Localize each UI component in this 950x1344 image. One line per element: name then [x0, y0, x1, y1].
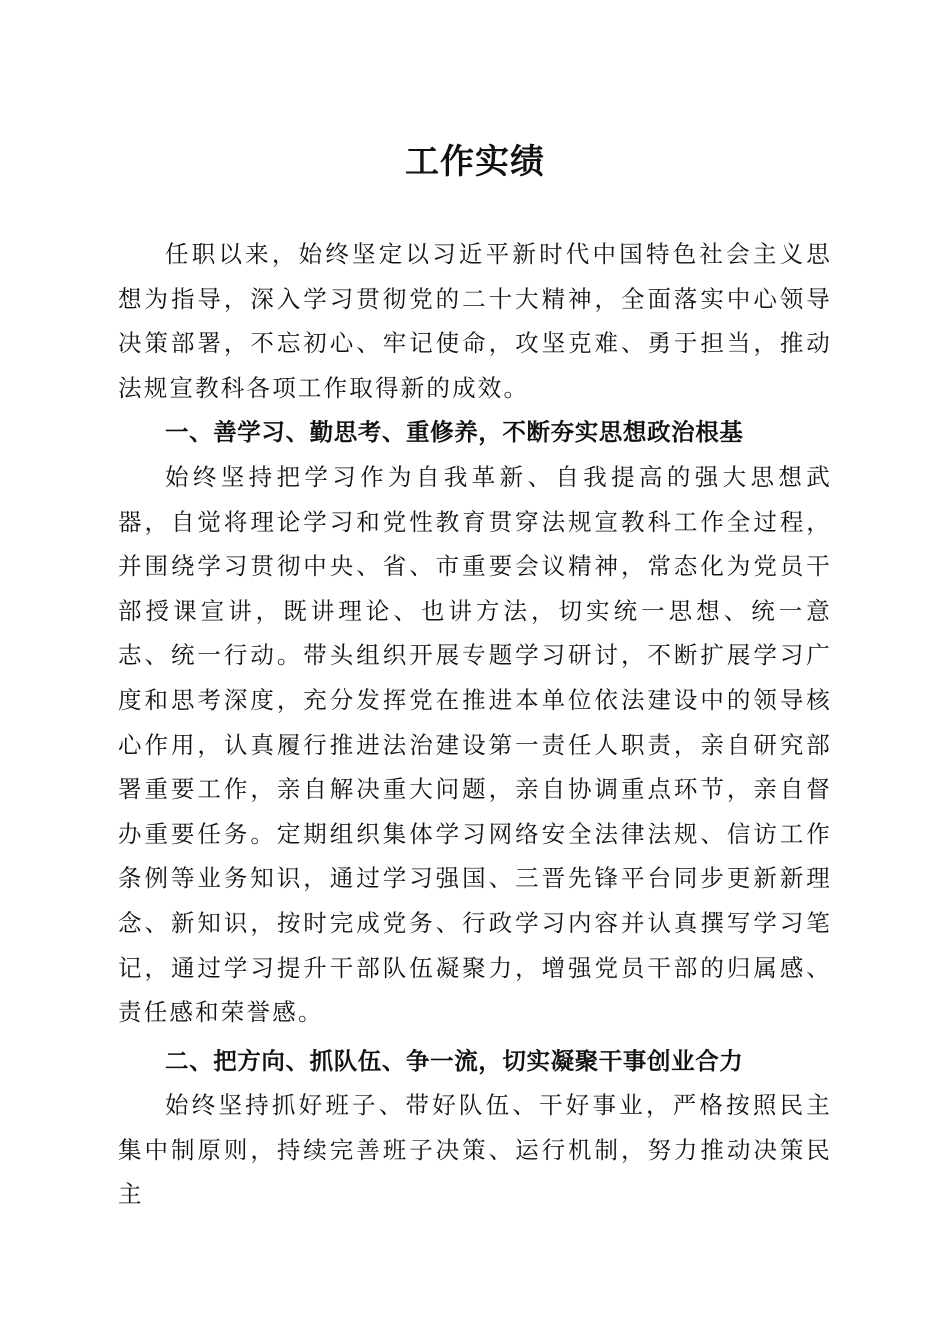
section-body-1: 始终坚持把学习作为自我革新、自我提高的强大思想武器，自觉将理论学习和党性教育贯穿法规宣教科工作全过程，并围绕学习贯彻中央、省、市重要会议精神，常态化为党员干部授课宣讲，既讲理论、也讲方法，切实统一思想、统一意志、统一行动。带头组织开展专题学习研讨，不断扩展学习广度和思考深度，充分发挥党在推进本单位依法建设中的领导核心作用，认真履行推进法治建设第一责任人职责，亲自研究部署重要工作，亲自解决重大问题，亲自协调重点环节，亲自督办重要任务。定期组织集体学习网络安全法律法规、信访工作条例等业务知识，通过学习强国、三晋先锋平台同步更新新理念、新知识，按时完成党务、行政学习内容并认真撰写学习笔记，通过学习提升干部队伍凝聚力，增强党员干部的归属感、责任感和荣誉感。 [118, 462, 832, 1027]
section-body-2: 始终坚持抓好班子、带好队伍、干好事业，严格按照民主集中制原则，持续完善班子决策、运行机制，努力推动决策民主 [118, 1091, 832, 1209]
section-heading-1: 一、善学习、勤思考、重修养，不断夯实思想政治根基 [165, 418, 744, 447]
intro-paragraph: 任职以来，始终坚定以习近平新时代中国特色社会主义思想为指导，深入学习贯彻党的二十大精神，全面落实中心领导决策部署，不忘初心、牢记使命，攻坚克难、勇于担当，推动法规宣教科各项工作取得新的成效。 [118, 240, 832, 402]
document-body [118, 232, 832, 1217]
document-title: 工作实绩 [405, 142, 545, 182]
section-heading-2: 二、把方向、抓队伍、争一流，切实凝聚干事创业合力 [165, 1046, 744, 1075]
